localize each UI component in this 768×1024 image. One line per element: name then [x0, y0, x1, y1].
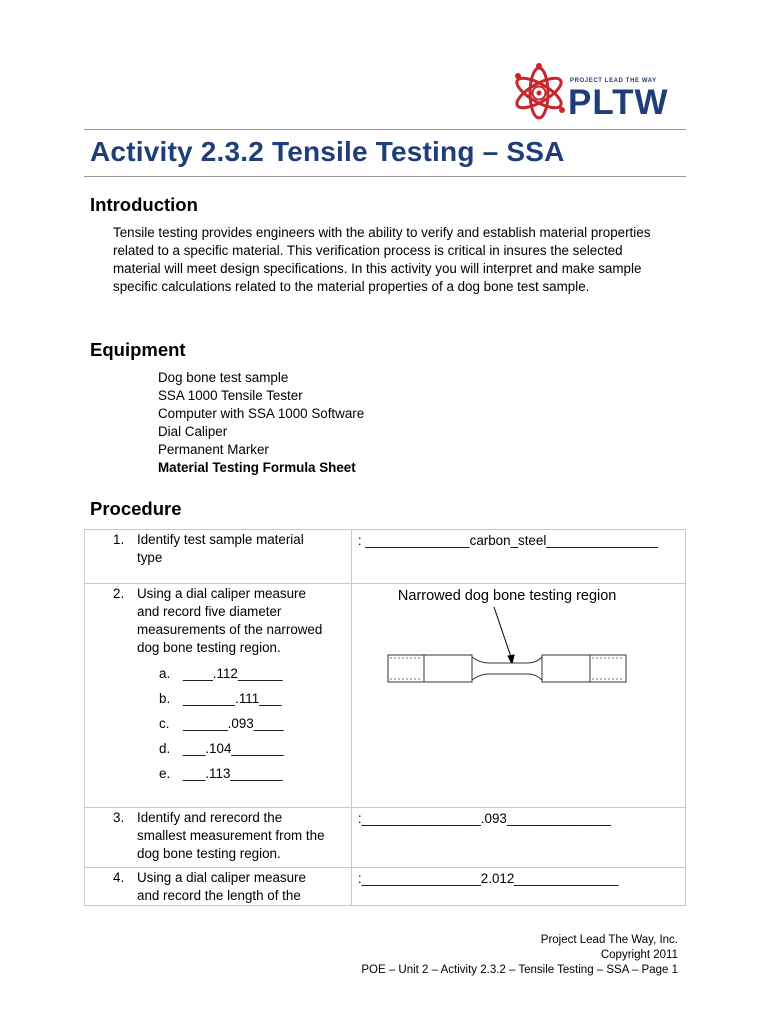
procedure-table [84, 529, 686, 906]
dog-bone-diagram [352, 584, 685, 806]
diagram-cell [351, 584, 685, 808]
footer-copyright: Copyright 2011 [600, 949, 678, 961]
measurement-item [159, 765, 351, 790]
equipment-item: Dog bone test sample [158, 370, 289, 385]
procedure-row [85, 808, 686, 868]
measurement-value: ____.112______ [183, 666, 283, 681]
equipment-item: Computer with SSA 1000 Software [158, 406, 365, 421]
measurement-item [159, 740, 351, 765]
measurement-value: ___.113_______ [183, 766, 283, 781]
page-footer [361, 933, 678, 978]
logo-tagline: PROJECT LEAD THE WAY [570, 78, 657, 84]
measurement-item [159, 690, 351, 715]
measurement-letter: d. [159, 741, 171, 756]
measurement-value: ______.093____ [183, 716, 284, 731]
step-number: 4. [113, 870, 125, 885]
answer-cell [351, 868, 685, 906]
equipment-item: Dial Caliper [158, 424, 228, 439]
procedure-row [85, 868, 686, 906]
introduction-heading: Introduction [90, 194, 198, 215]
pltw-logo [510, 62, 682, 124]
measurement-item [159, 715, 351, 740]
measurement-letter: a. [159, 666, 171, 681]
equipment-list [158, 369, 364, 477]
dog-bone-sample-icon [352, 584, 686, 806]
measurement-letter: e. [159, 766, 171, 781]
footer-org: Project Lead The Way, Inc. [540, 934, 678, 946]
introduction-text: Tensile testing provides engineers with the ability to verify and establish material properties related to a specific material. This verification process is critical in insures the selected material will meet design specifications. In this activity you will interpret and make sample specific calculations related to the material properties of a dog bone test sample. [113, 225, 651, 294]
smallest-measurement-answer: :________________.093______________ [357, 811, 612, 826]
procedure-heading: Procedure [90, 498, 182, 519]
step-number: 3. [113, 810, 125, 825]
equipment-item-formula-sheet: Material Testing Formula Sheet [158, 460, 356, 475]
equipment-item: SSA 1000 Tensile Tester [158, 388, 303, 403]
header-rule [84, 129, 686, 130]
measurement-value: _______.111___ [183, 691, 282, 706]
step-text: Identify test sample material type [137, 532, 304, 565]
procedure-step-cell [85, 530, 352, 584]
answer-cell [351, 808, 685, 868]
equipment-heading: Equipment [90, 339, 186, 360]
procedure-row [85, 530, 686, 584]
page-title: Activity 2.3.2 Tensile Testing – SSA [90, 136, 565, 167]
step-text: Identify and rerecord the smallest measurement from the dog bone testing region. [137, 810, 325, 861]
measurement-letter: b. [159, 691, 171, 706]
measurement-letter: c. [159, 716, 170, 731]
step-number: 2. [113, 586, 125, 601]
logo-wordmark: PLTW [568, 83, 669, 122]
equipment-item: Permanent Marker [158, 442, 269, 457]
procedure-step-cell [85, 868, 352, 906]
step-number: 1. [113, 532, 125, 547]
diameter-measurements-list [85, 665, 351, 790]
diagram-label: Narrowed dog bone testing region [397, 588, 617, 604]
step-text: Using a dial caliper measure and record the length of the [137, 870, 306, 903]
answer-cell [351, 530, 685, 584]
title-rule [84, 176, 686, 177]
length-answer: :________________2.012______________ [357, 871, 619, 886]
measurement-value: ___.104_______ [183, 741, 284, 756]
procedure-step-cell [85, 808, 352, 868]
measurement-item [159, 665, 351, 690]
material-type-answer: : ______________carbon_steel_______________ [357, 533, 659, 548]
procedure-step-cell [85, 584, 352, 808]
step-text: Using a dial caliper measure and record five diameter measurements of the narrowed dog bone testing region. [137, 586, 323, 655]
footer-page-info: POE – Unit 2 – Activity 2.3.2 – Tensile Testing – SSA – Page 1 [361, 964, 678, 976]
procedure-row [85, 584, 686, 808]
